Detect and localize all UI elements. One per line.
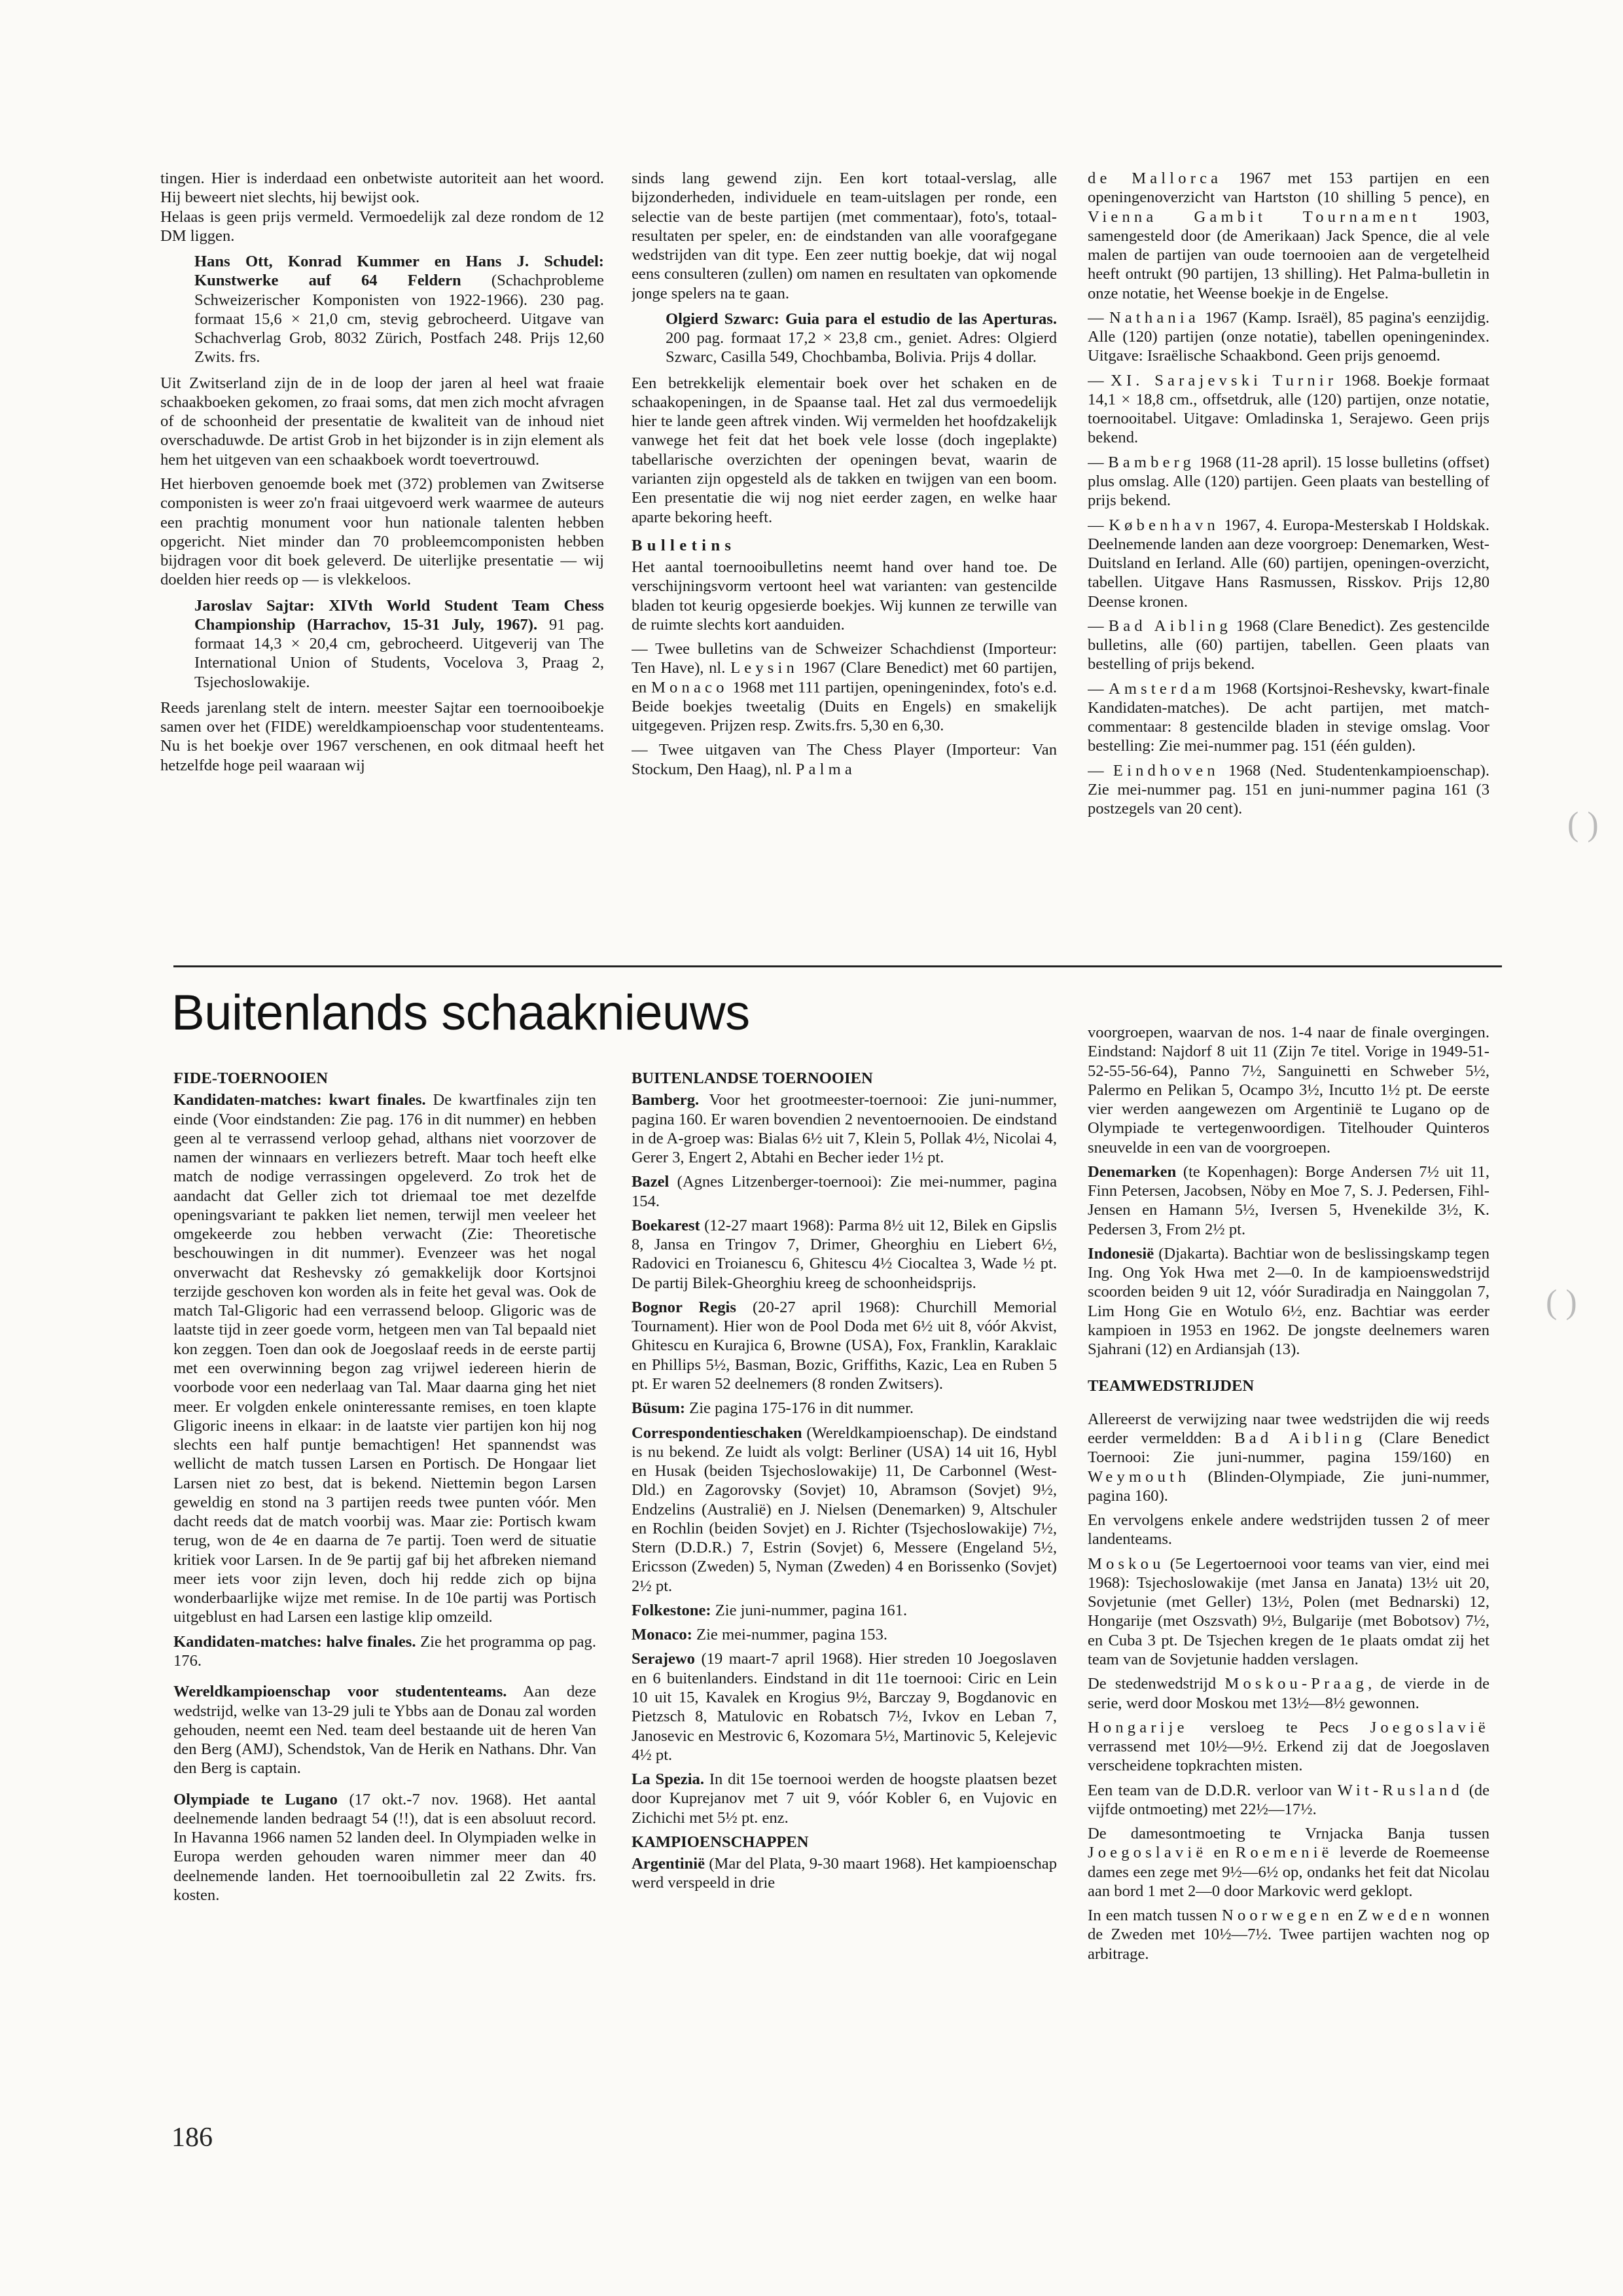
team-matches-heading: TEAMWEDSTRIJDEN (1088, 1376, 1255, 1395)
bulletin-entry: — Nathania 1967 (Kamp. Israël), 85 pagina's eenzijdig. Alle (120) partijen (onze notatie), tabellen openingenindex. Uitgave: Israëlische Schaakbond. Geen prijs genoemd. (1088, 308, 1489, 365)
item-text: Voor het grootmeester-toernooi: Zie juni-nummer, pagina 160. Er waren bovendien 2 neventoernooien. De eindstand in de A-groep was: Bialas 6½ uit 7, Klein 5, Pollak 4½, Nicolai 4, Gerer 3, Engert 2, Abtahi en Becher ieder 1½ pt. (632, 1091, 1057, 1167)
news-item (632, 1216, 1057, 1293)
paragraph: Het hierboven genoemde boek met (372) problemen van Zwitserse componisten is weer zo'n fraai uitgevoerd werk waarmee de auteurs een prachtig monument voor hun nationale talenten hebben opgericht. Niet minder dan 70 probleemcomponisten hebben bijdragen voor dit boek geleverd. De uiterlijke presentatie — wij doelden hier reeds op — is vlekkeloos. (160, 475, 604, 589)
paragraph (1088, 1674, 1489, 1713)
text-run: , de vierde in de serie, werd door Moskou met 13½—8½ gewonnen. (1088, 1675, 1489, 1712)
spaced-city: XI. Sarajevski Turnir (1111, 371, 1338, 389)
paragraph (1088, 1554, 1489, 1670)
item-text: Zie het programma op pag. 176. (173, 1632, 596, 1670)
paragraph (632, 639, 1057, 735)
text-run: wonnen de Zweden met 10½—7½. Twee partijen wachten nog op arbitrage. (1088, 1907, 1489, 1963)
book-details: 200 pag. formaat 17,2 × 23,8 cm., geniet. Adres: Olgierd Szwarc, Casilla 549, Chochbamba, Bolivia. Prijs 4 dollar. (666, 329, 1057, 367)
text-run: verrassend met 10½—9½. Erkend zij dat de Joegoslaven verscheidene topkrachten misten. (1088, 1738, 1489, 1775)
news-item (632, 1090, 1057, 1167)
item-title: Bamberg. (632, 1091, 700, 1109)
paragraph: Helaas is geen prijs vermeld. Vermoedelijk zal deze rondom de 12 DM liggen. (160, 207, 604, 245)
news-item (632, 1298, 1057, 1393)
bottom-column-1 (173, 1069, 596, 1910)
text-run: versloeg te Pecs (1209, 1718, 1349, 1736)
spaced-city: Eindhoven (1113, 761, 1219, 780)
bulletin-entry: — XI. Sarajevski Turnir 1968. Boekje formaat 14,1 × 18,8 cm., offsetdruk, alle (120) partijen, onze notatie, toernooitabel. Uitgave: Omladinska 1, Serajewo. Geen prijs bekend. (1088, 371, 1489, 447)
item-text: In dit 15e toernooi werden de hoogste plaatsen bezet door Kuprejanov met 7 uit 9, vóór Kobler 6, en Vujovic en Zichichi met 5½ pt. enz. (632, 1770, 1057, 1827)
news-item (632, 1854, 1057, 1893)
spaced-city: Amsterdam (1108, 679, 1221, 698)
text-run: — Twee uitgaven van The Chess Player (Importeur: Van Stockum, Den Haag), nl. (632, 741, 1057, 778)
text-run: (Clare Benedict Toernooi: Zie juni-nummer, pagina 159/160) en (1088, 1429, 1489, 1467)
news-item (173, 1090, 596, 1626)
text-run: en (1338, 1907, 1353, 1925)
item-title: La Spezia. (632, 1770, 704, 1789)
item-title: Correspondentieschaken (632, 1424, 802, 1442)
text-run: 1968 (Kortsjnoi-Reshevsky, kwart-finale Kandidaten-matches). De acht partijen, met match-commentaar: 8 gestencilde bladen in stevige omslag. Voor bestelling: Zie mei-nummer pag. 151 (één gulden). (1088, 679, 1489, 755)
item-title: Kandidaten-matches: halve finales. (173, 1632, 416, 1651)
text-run: 1968 met 111 partijen, openingenindex, foto's e.d. Beide boekjes tweetalig (Duits en Engels) en smakelijk uitgegeven. Prijzen resp. Zwits.frs. 5,30 en 6,30. (632, 678, 1057, 735)
top-column-2 (632, 169, 1057, 784)
bulletins-heading: Bulletins (632, 536, 736, 554)
item-title: Denemarken (1088, 1162, 1177, 1181)
bottom-column-3 (1088, 1023, 1489, 1969)
foreign-tournaments-heading: BUITENLANDSE TOERNOOIEN (632, 1069, 873, 1087)
paragraph: voorgroepen, waarvan de nos. 1-4 naar de finale overgingen. Eindstand: Najdorf 8 uit 11 (Zijn 7e titel. Vorige in 1949-51-52-55-56-64), Panno 7½, Sanguinetti en Schweber 5½, Palermo en Pelikan 5, Ocampo 3½, Incutto 1½ pt. De eerste vier werden aangewezen om Argentinië te Lugano op de Olympiade te vertegenwoordigen. Titelhouder Quinteros sneuvelde in een van de voorgroepen. (1088, 1024, 1489, 1157)
text-run: 1967 (Clare Benedict) met 60 partijen, en (632, 659, 1057, 696)
spaced-city: Moskou-Praag (1224, 1675, 1368, 1693)
item-text: (Mar del Plata, 9-30 maart 1968). Het kampioenschap werd verspeeld in drie (632, 1855, 1057, 1892)
text-run: 1968 (Clare Benedict). Zes gestencilde bulletins, alle (60) partijen, tabellen. Geen plaats van bestelling of prijs bekend. (1088, 617, 1489, 673)
item-text: (te Kopenhagen): Borge Andersen 7½ uit 11, Finn Petersen, Jacobsen, Nöby en Moe 7, S. J. Pedersen, Fihl-Jensen en Hamann 5½, Iversen 5, Hvenekilde 3½, K. Pedersen 3, From 2½ pt. (1088, 1162, 1489, 1238)
spaced-city: Bad Aibling (1234, 1429, 1366, 1448)
book-review-entry (160, 252, 604, 367)
news-item (173, 1790, 596, 1905)
spaced-city: Bamberg (1108, 453, 1195, 471)
book-title: Hans Ott, Konrad Kummer en Hans J. Schudel: Kunstwerke auf 64 Feldern (194, 253, 604, 290)
text-run: en (1213, 1844, 1229, 1862)
text-run: (Blinden-Olympiade, Zie juni-nummer, pagina 160). (1088, 1467, 1489, 1505)
item-text: (Agnes Litzenberger-toernooi): Zie mei-nummer, pagina 154. (632, 1173, 1057, 1210)
bulletin-entry: — Eindhoven 1968 (Ned. Studentenkampioenschap). Zie mei-nummer pag. 151 en juni-nummer pagina 161 (3 postzegels van 20 cent). (1088, 761, 1489, 818)
news-item (1088, 1162, 1489, 1239)
text-run: 1967, 4. Europa-Mesterskab I Holdskak. Deelnemende landen aan deze voorgroep: Denemarken, West-Duitsland en Ierland. Alle (60) partijen, openingen-overzicht, tabellen. Uitgave Hans Rasmussen, Risskov. Prijs 12,80 Deense kronen. (1088, 516, 1489, 611)
item-text: (19 maart-7 april 1968). Hier streden 10 Joegoslaven en 6 buitenlanders. Eindstand in dit 11e toernooi: Ciric en Lein 10 uit 15, Kavalek en Krogius 9½, Barczay 9, Bogdanovic en Pietzsch 8, Matulovic en Robatsch 7½, Ivkov en Leban 7, Janosevic en Mestrovic 6, Kozomara 5½, Martinovic 5, Kelejevic 4½ pt. (632, 1650, 1057, 1764)
book-review-entry (632, 310, 1057, 367)
item-title: Indonesië (1088, 1244, 1154, 1263)
item-text: (20-27 april 1968): Churchill Memorial Tournament). Hier won de Pool Doda met 6½ uit 8, vóór Akvist, Ghitescu en Kurajica 6, Browne (USA), Fox, Franklin, Karaklaic en Phillips 5½, Basman, Bozic, Griffiths, Kazic, Lea en Ruben 5 pt. Er waren 52 deelnemers (8 ronden Zwitsers). (632, 1298, 1057, 1393)
news-item (1088, 1244, 1489, 1359)
item-text: Zie mei-nummer, pagina 153. (696, 1626, 888, 1644)
news-item (632, 1424, 1057, 1596)
paragraph: tingen. Hier is inderdaad een onbetwiste autoriteit aan het woord. Hij beweert niet slechts, hij bewijst ook. (160, 170, 604, 207)
text-run: De damesontmoeting te Vrnjacka Banja tussen (1088, 1825, 1489, 1843)
paragraph (1088, 1718, 1489, 1776)
spaced-city: Wit-Rusland (1337, 1781, 1464, 1799)
spaced-city: København (1109, 516, 1219, 534)
text-run: (5e Legertoernooi voor teams van vier, eind mei 1968): Tsjechoslowakije (met Jansa en Janata) 13½ uit 20, Sovjetunie (met Geller) 13½, Polen (met Bednarski) 12, Hongarije (met Oszsvath) 9½, Bulgarije (met Bobotsov) 7½, en Cuba 3 pt. De Tsjechen kregen de 1e plaats omdat zij het team van de Sovjetunie hadden verslagen. (1088, 1554, 1489, 1668)
book-details: (Schachprobleme Schweizerischer Komponisten von 1922-1966). 230 pag. formaat 15,6 × 21,0 cm, stevig gebrocheerd. Uitgave van Schachverlag Grob, 8032 Zürich, Postfach 248. Prijs 12,60 Zwits. frs. (194, 272, 604, 367)
spaced-city: Noorwegen (1222, 1907, 1334, 1925)
paragraph (632, 740, 1057, 779)
paragraph: Uit Zwitserland zijn de in de loop der jaren al heel wat fraaie schaakboeken gekomen, zo fraai soms, dat men zich mocht afvragen of de schoonheid der presentatie de kwaliteit van de inhoud niet overschaduwde. De artist Grob in het bijzonder is in zijn element als hem het uitgeven van een schaakboek wordt toevertrouwd. (160, 374, 604, 469)
item-title: Bazel (632, 1173, 669, 1191)
text-run: 1903, samengesteld door (de Amerikaan) Jack Spence, die al vele malen de partijen van oude toernooien aan de vergetelheid heeft ontrukt (90 partijen, 13 shilling). Het Palma-bulletin in onze notatie, het Weense boekje in de Engelse. (1088, 207, 1489, 302)
news-item (173, 1682, 596, 1778)
championships-heading: KAMPIOENSCHAPPEN (632, 1833, 809, 1851)
paragraph (1088, 169, 1489, 303)
paragraph: En vervolgens enkele andere wedstrijden tussen 2 of meer landenteams. (1088, 1511, 1489, 1549)
text-run: Allereerst de verwijzing naar twee wedstrijden die wij reeds eerder vermeldden: (1088, 1410, 1489, 1448)
section-title: Buitenlands schaaknieuws (171, 985, 750, 1041)
bulletin-entry: — København 1967, 4. Europa-Mesterskab I Holdskak. Deelnemende landen aan deze voorgroep: Denemarken, West-Duitsland en Ierland. Alle (60) partijen, openingen-overzicht, tabellen. Uitgave Hans Rasmussen, Risskov. Prijs 12,80 Deense kronen. (1088, 516, 1489, 611)
spaced-city: Roemenië (1235, 1844, 1333, 1862)
bottom-column-2 (632, 1069, 1057, 1898)
bulletin-entry: — Amsterdam 1968 (Kortsjnoi-Reshevsky, kwart-finale Kandidaten-matches). De acht partijen, met match-commentaar: 8 gestencilde bladen in stevige omslag. Voor bestelling: Zie mei-nummer pag. 151 (één gulden). (1088, 679, 1489, 755)
text-run: leverde de Roemeense dames een zege met 9½—6½ op, ondanks het feit dat Nicolau aan bord 1 met 2—0 door Markovic werd geklopt. (1088, 1844, 1489, 1900)
spaced-city: Monaco (651, 678, 728, 696)
book-details: 91 pag. formaat 14,3 × 20,4 cm, gebrocheerd. Uitgeverij van The International Union of Students, Vocelova 3, Praag 2, Tsjechoslowakije. (194, 615, 604, 691)
item-title: Wereldkampioenschap voor studententeams. (173, 1683, 507, 1701)
spaced-city: Palma (795, 760, 856, 778)
text-run: 1967 (Kamp. Israël), 85 pagina's eenzijdig. Alle (120) partijen (onze notatie), tabellen openingenindex. Uitgave: Israëlische Schaakbond. Geen prijs genoemd. (1088, 308, 1489, 365)
section-divider (173, 965, 1502, 967)
spaced-city: Moskou (1088, 1554, 1165, 1573)
item-title: Boekarest (632, 1216, 700, 1234)
spaced-city: Joegoslavië (1088, 1844, 1207, 1862)
news-item (632, 1399, 1057, 1418)
text-run: 1968 (11-28 april). 15 losse bulletins (offset) plus omslag. Alle (120) partijen. Geen plaats van bestelling of prijs bekend. (1088, 453, 1489, 510)
news-item (632, 1601, 1057, 1620)
item-title: Bognor Regis (632, 1298, 736, 1316)
top-column-1 (160, 169, 604, 780)
item-title: Büsum: (632, 1399, 686, 1418)
book-review-entry (160, 596, 604, 692)
item-title: Olympiade te Lugano (173, 1790, 338, 1808)
spaced-city: Leysin (730, 659, 798, 677)
bulletin-entry: — Bad Aibling 1968 (Clare Benedict). Zes gestencilde bulletins, alle (60) partijen, tabellen. Geen plaats van bestelling of prijs bekend. (1088, 617, 1489, 673)
spaced-city: Nathania (1109, 308, 1200, 327)
text-run: 1968 (Ned. Studentenkampioenschap). Zie mei-nummer pag. 151 en juni-nummer pagina 161 (3 postzegels van 20 cent). (1088, 761, 1489, 818)
fide-heading: FIDE-TOERNOOIEN (173, 1069, 328, 1087)
item-text: (Wereldkampioenschap). De eindstand is nu bekend. Ze luidt als volgt: Berliner (USA) 14 uit 16, Hybl en Husak (beiden Tsjechoslowakije) 11, De Carbonnel (West-Dld.) en Zagorovsky (Sovjet) 10, Abramson (Sovjet) 9½, Endzelins (Australië) en J. Nielsen (Denemarken) 9, Altschuler en Rochlin (beiden Sovjet) en J. Richter (Tsjechoslowakije) 7½, Stern (D.D.R.) 7, Estrin (Sovjet) 6, Messere (Engeland 5½, Ericsson (Zweden) 5, Nyman (Zweden) 4 en Borissenko (Sovjet) 2½ pt. (632, 1424, 1057, 1595)
text-run: — Twee bulletins van de Schweizer Schachdienst (Importeur: Ten Have), nl. (632, 640, 1057, 677)
top-column-3 (1088, 169, 1489, 824)
book-title: Jaroslav Sajtar: XIVth World Student Team Chess Championship (Harrachov, 15-31 July, 1967). (194, 596, 604, 634)
paragraph (1088, 1410, 1489, 1505)
text-run: De stedenwedstrijd (1088, 1675, 1217, 1693)
item-text: Zie pagina 175-176 in dit nummer. (689, 1399, 914, 1418)
spaced-city: de Mallorca (1088, 170, 1222, 187)
spaced-city: Weymouth (1088, 1467, 1190, 1486)
text-run: Een team van de D.D.R. verloor van (1088, 1781, 1332, 1799)
paragraph (1088, 1824, 1489, 1901)
paragraph (1088, 1781, 1489, 1820)
news-item (632, 1770, 1057, 1827)
spaced-city: Hongarije (1088, 1718, 1188, 1736)
paragraph: Een betrekkelijk elementair boek over het schaken en de schaakopeningen, in de Spaanse taal. Het zal dus vermoedelijk hier te lande geen aftrek vinden. Wij vermelden het hoofdzakelijk vanwege het feit dat het boek vele losse (doch ingeplakte) tabellarische overzichten der openingen bevat, waarin de varianten zijn opgesteld als de takken en twijgen van een boom. Een presentatie die wij nog niet eerder zagen, en welke haar aparte bekoring heeft. (632, 374, 1057, 526)
item-text: De kwartfinales zijn ten einde (Voor eindstanden: Zie pag. 176 in dit nummer) en hebben geen al te verrassend verloop gehad, althans niet voorzover de namen der winnaars en verliezers betreft. Maar toch heeft elke match de nodige verrassingen opgeleverd. Zo trok het de aandacht dat Geller zich tot driemaal toe met dezelfde openingsvariant te pakken liet nemen, terwijl men veeleer het omgekeerde zou hebben verwacht (Zie: Theoretische beschouwingen in dit nummer). Evenzeer was het nogal onverwacht dat Reshevsky zó gemakkelijk door Kortsjnoi terzijde geschoven kon worden als in feite het geval was. Ook de match Tal-Gligoric had een verrassend beloop. Gligoric was de laatste tijd in zeer goede vorm, hetgeen men van Tal bepaald niet kon zeggen. Toen dan ook de Joegoslaaf reeds in de eerste partij met een overwinning begon zag vrijwel iedereen hierin de voorbode voor een nederlaag van Tal. Maar daarna ging het niet meer. Er volgden enkele oninteressante remises, en toen klapte Gligoric ineens in elkaar: in de laatste vier partijen kon hij nog slechts een half puntje bemachtigen! Het spannendst was wellicht de match tussen Larsen en Portisch. De Hongaar liet Larsen niet zo best, dat is bekend. Niettemin begon Larsen geweldig en stond na 3 partijen reeds twee punten vóór. Men dacht reeds dat de match voorbij was. Maar zie: Portisch kwam terug, won de 4e en daarna de 7e partij. Toen werd de situatie kritiek voor Larsen. In de 9e partij gaf bij het afbreken niemand meer iets voor zijn leven, doch hij redde zich op bijna wonderbaarlijke wijze met remise. In de 10e partij was Portisch uitgeblust en had Larsen een lastige klip omzeild. (173, 1091, 596, 1626)
news-item (632, 1172, 1057, 1211)
text-run: In een match tussen (1088, 1907, 1217, 1925)
text-run: 1967 met 153 partijen en een openingenoverzicht van Hartston (10 shilling 5 pence), en (1088, 170, 1489, 207)
binding-hole-mark: ( ) (1546, 1283, 1577, 1321)
item-title: Folkestone: (632, 1601, 711, 1619)
spaced-city: Vienna Gambit Tournament (1088, 207, 1421, 226)
bulletin-entry: — Bamberg 1968 (11-28 april). 15 losse bulletins (offset) plus omslag. Alle (120) partijen. Geen plaats van bestelling of prijs bekend. (1088, 453, 1489, 510)
paragraph: sinds lang gewend zijn. Een kort totaal-verslag, alle bijzonderheden, individuele en team-uitslagen per ronde, een selectie van de beste partijen (met commentaar), foto's, totaal-resultaten per speler, en: de eindstanden van alle voorafgegane wedstrijden van dit type. Een zeer nuttig boekje, dat wij nogal eens consulteren (zullen) om namen en resultaten van opkomende jonge spelers na te gaan. (632, 170, 1057, 302)
item-text: Aan deze wedstrijd, welke van 13-29 juli te Ybbs aan de Donau zal worden gehouden, neemt een Ned. team deel bestaande uit de heren Van den Berg (AMJ), Schendstok, Van de Herik en Nathans. Dhr. Van den Berg is captain. (173, 1683, 596, 1778)
news-item (632, 1649, 1057, 1765)
news-item (632, 1625, 1057, 1644)
item-title: Monaco: (632, 1626, 692, 1644)
spaced-city: Bad Aibling (1108, 617, 1232, 635)
item-text: (Djakarta). Bachtiar won de beslissingskamp tegen Ing. Ong Yok Hwa met 2—0. In de kampioenswedstrijd scoorden beiden 9 uit 12, vóór Suradiradja en Nainggolan 7, Lim Hong Gie en Wotulo 6½, enz. Bachtiar was eerder kampioen in 1953 en 1962. De jongste deelnemers waren Sjahrani (12) en Ardiansjah (13). (1088, 1244, 1489, 1359)
item-title: Serajewo (632, 1650, 695, 1668)
item-text: (17 okt.-7 nov. 1968). Het aantal deelnemende landen bedraagt 54 (!!), dat is een absoluut record. In Havanna 1966 namen 52 landen deel. In Olympiaden welke in Europa werden gehouden waren nimmer meer dan 40 deelnemende landen. Het toernooibulletin zal 22 Zwits. frs. kosten. (173, 1790, 596, 1904)
book-title: Olgierd Szwarc: Guia para el estudio de las Aperturas. (666, 310, 1057, 328)
news-item (173, 1632, 596, 1671)
page-number: 186 (171, 2123, 213, 2153)
item-title: Kandidaten-matches: kwart finales. (173, 1091, 426, 1109)
text-run: (de vijfde ontmoeting) met 22½—17½. (1088, 1781, 1489, 1818)
spaced-city: Zweden (1357, 1907, 1434, 1925)
item-title: Argentinië (632, 1855, 705, 1873)
paragraph: Het aantal toernooibulletins neemt hand over hand toe. De verschijningsvorm vertoont heel wat varianten: van gestencilde bladen tot keurig opgesierde boekjes. Wij kunnen ze terwille van de ruimte slechts kort aanduiden. (632, 558, 1057, 634)
binding-hole-mark: ( ) (1567, 806, 1599, 843)
item-text: Zie juni-nummer, pagina 161. (715, 1601, 908, 1619)
paragraph (1088, 1906, 1489, 1964)
paragraph: Reeds jarenlang stelt de intern. meester Sajtar een toernooiboekje samen over het (FIDE) wereldkampioenschap voor studententeams. Nu is het boekje over 1967 verschenen, en ook ditmaal heeft het hetzelfde hoge peil waaraan wij (160, 698, 604, 774)
text-run: 1968. Boekje formaat 14,1 × 18,8 cm., offsetdruk, alle (120) partijen, onze notatie, toernooitabel. Uitgave: Omladinska 1, Serajewo. Geen prijs bekend. (1088, 371, 1489, 447)
item-text: (12-27 maart 1968): Parma 8½ uit 12, Bilek en Gipslis 8, Jansa en Tringov 7, Drimer, Gheorghiu en Liebert 6½, Radovici en Troianescu 6, Ghitescu 4½ Ciocaltea 3, Wade ½ pt. De partij Bilek-Gheorghiu kreeg de schoonheidsprijs. (632, 1216, 1057, 1292)
spaced-city: Joegoslavië (1370, 1718, 1489, 1736)
